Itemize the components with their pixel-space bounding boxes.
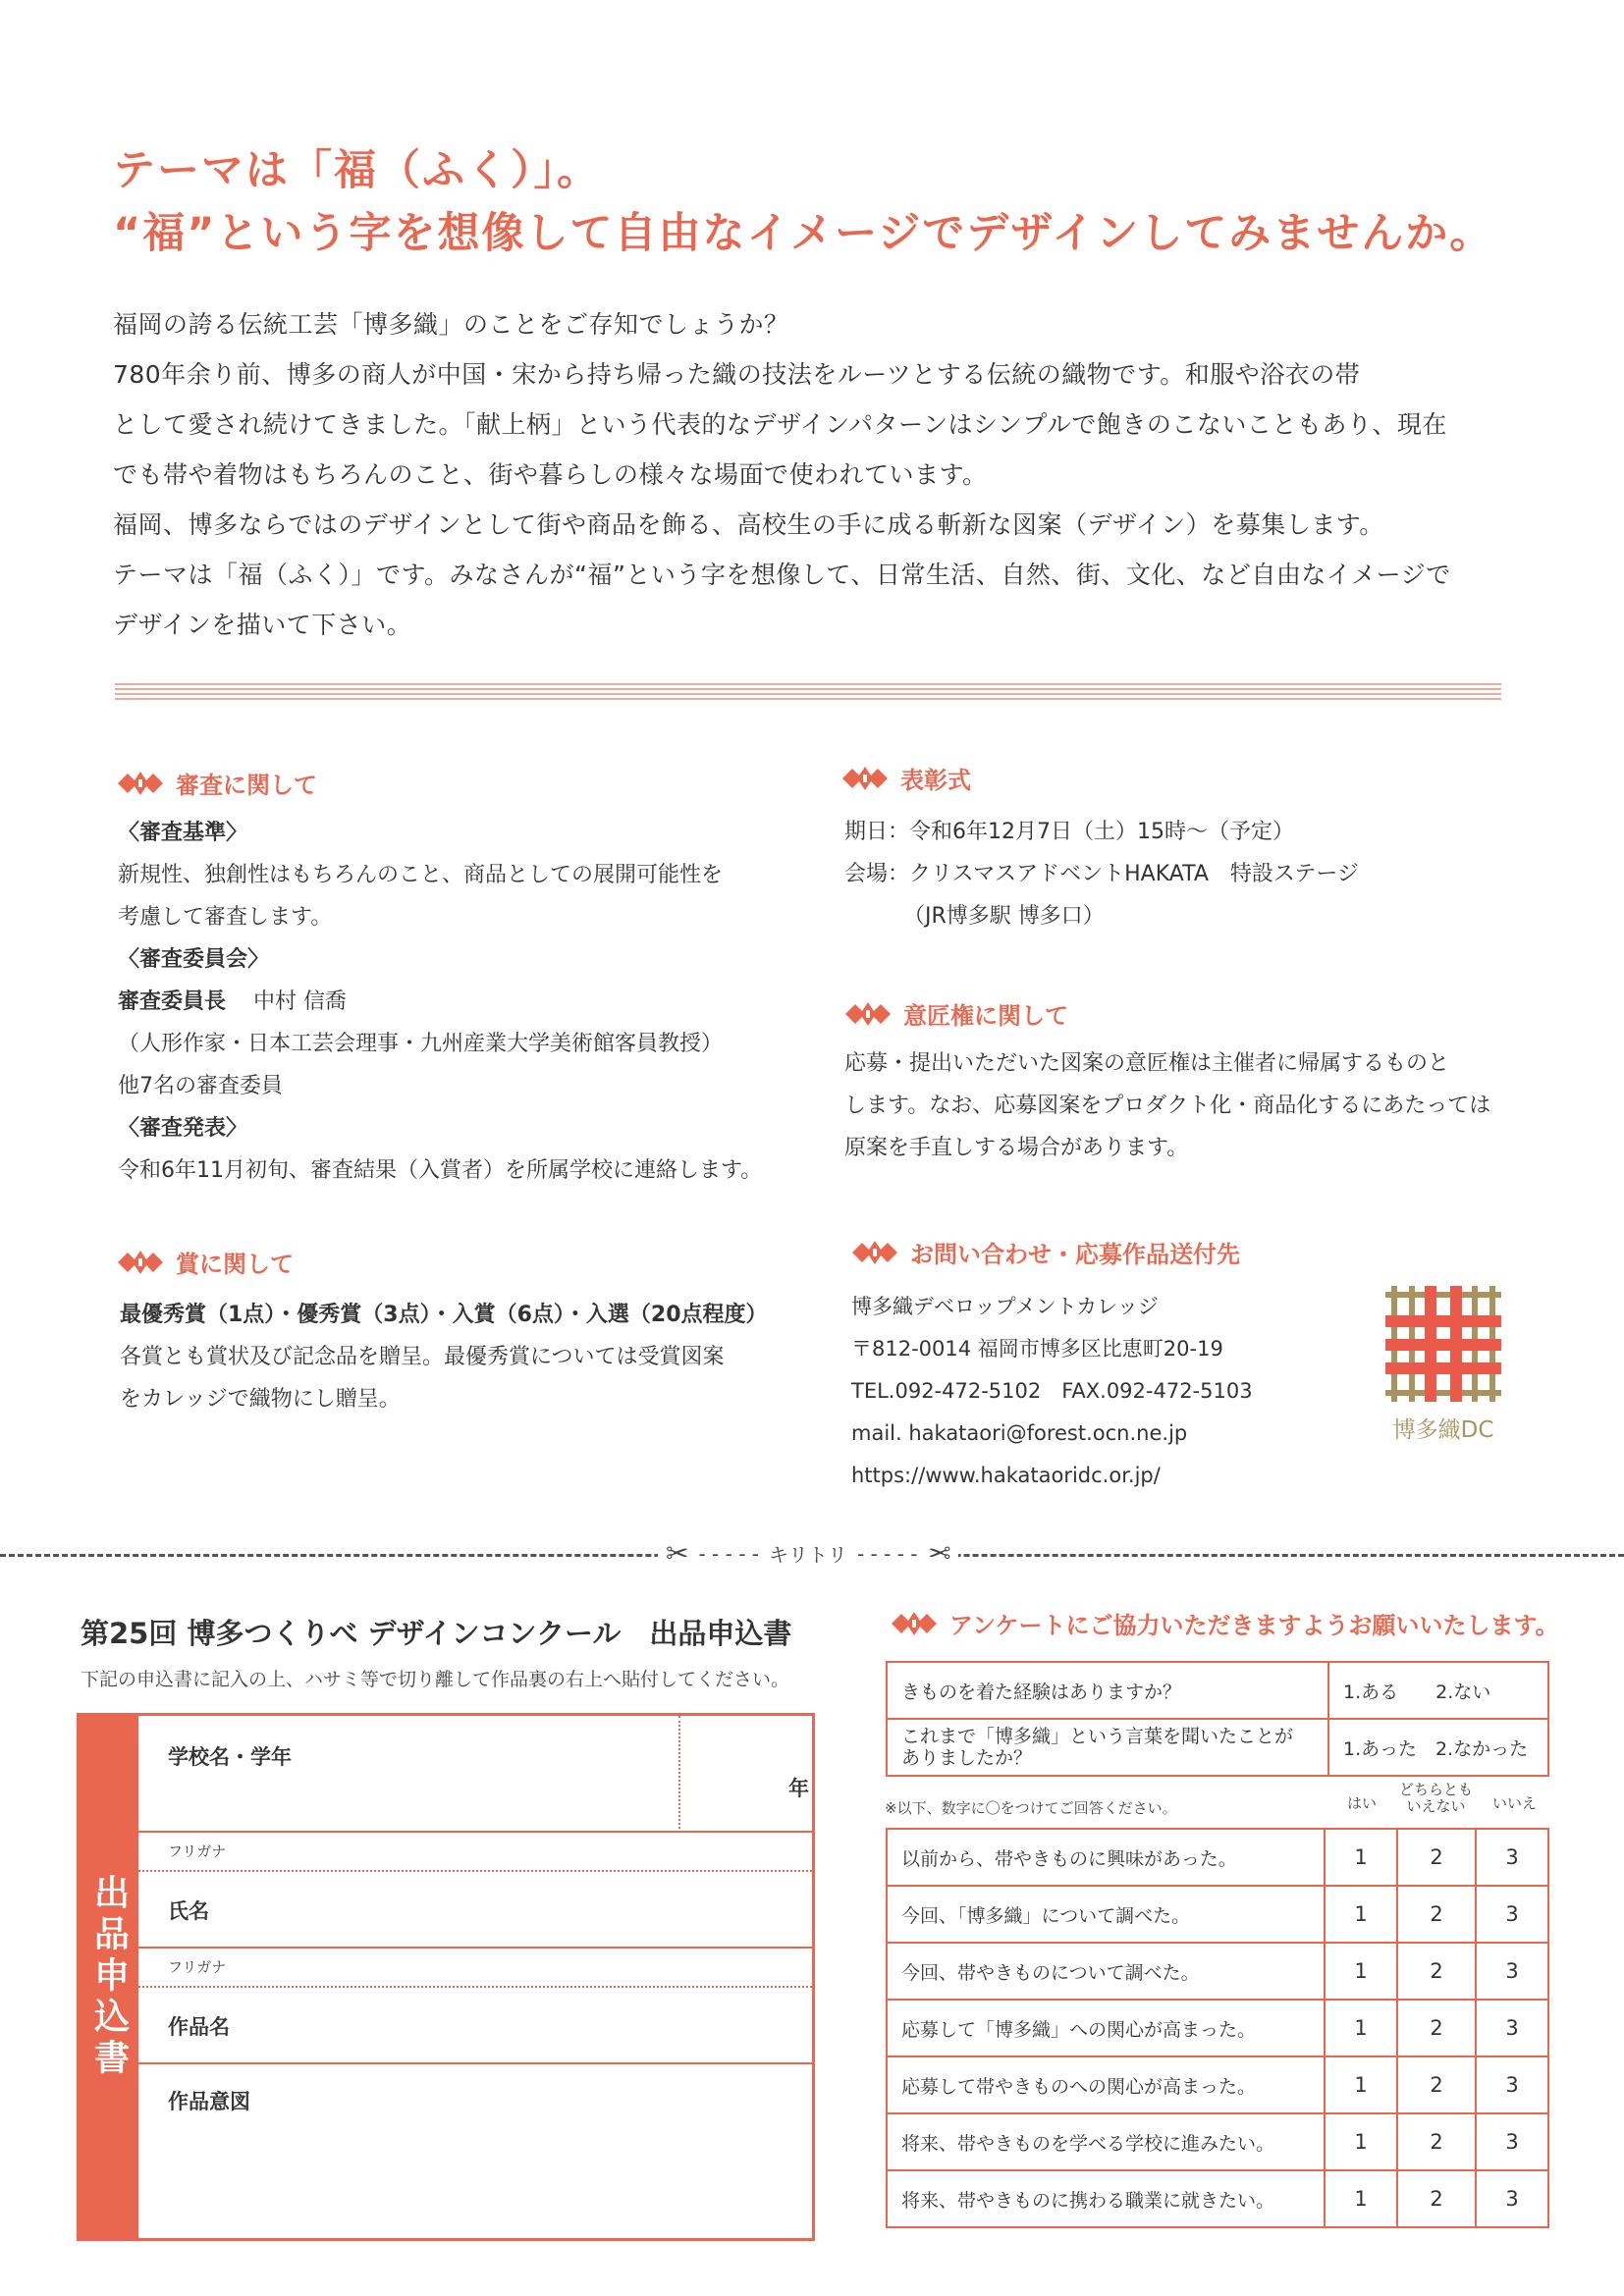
contact-heading bbox=[849, 1235, 1240, 1269]
ceremony-body bbox=[844, 811, 1359, 937]
work-name-row[interactable] bbox=[138, 1988, 812, 2064]
survey-q2 bbox=[887, 1719, 1328, 1776]
intro-line: テーマは「福（ふく）」です。みなさんが“福”という字を想像して、日常生活、自然、街、文化、など自由なイメージで bbox=[113, 561, 1451, 589]
ceremony-heading bbox=[839, 761, 971, 795]
intro-line: デザインを描いて下さい。 bbox=[113, 611, 412, 639]
rights-line: 応募・提出いただいた図案の意匠権は主催者に帰属するものと bbox=[844, 1051, 1450, 1076]
survey-item: 将来、帯やきものに携わる職業に就きたい。 bbox=[887, 2170, 1325, 2227]
option-3[interactable]: 3 bbox=[1476, 1943, 1548, 2000]
awards-list: 最優秀賞（1点）・優秀賞（3点）・入賞（6点）・入選（20点程度） bbox=[120, 1303, 768, 1327]
ceremony-venue: 会場：クリスマスアドベントHAKATA 特設ステージ bbox=[844, 862, 1359, 886]
option-2[interactable]: 2 bbox=[1397, 2000, 1476, 2056]
contact-address: 〒812-0014 福岡市博多区比恵町20-19 bbox=[851, 1337, 1223, 1361]
survey-likert-table bbox=[886, 1828, 1549, 2228]
judging-title: 審査に関して bbox=[176, 772, 317, 799]
option-2[interactable]: 2 bbox=[1397, 2056, 1476, 2113]
furigana-row[interactable] bbox=[138, 1949, 812, 1988]
criteria-line: 考慮して審査します。 bbox=[118, 905, 333, 930]
survey-top-table bbox=[886, 1661, 1549, 1777]
table-row bbox=[887, 1662, 1548, 1719]
rights-title: 意匠権に関して bbox=[903, 1002, 1068, 1030]
announce-line: 令和6年11月初旬、審査結果（入賞者）を所属学校に連絡します。 bbox=[118, 1158, 763, 1183]
furigana-row[interactable] bbox=[138, 1833, 812, 1872]
scissors-icon: ✂ bbox=[927, 1537, 950, 1570]
option-2[interactable]: 2 bbox=[1397, 1829, 1476, 1886]
col-no: いいえ bbox=[1492, 1794, 1538, 1812]
contact-body bbox=[851, 1286, 1253, 1497]
application-form bbox=[77, 1713, 815, 2241]
work-name-label: 作品名 bbox=[168, 2015, 230, 2039]
ceremony-title: 表彰式 bbox=[900, 767, 971, 794]
survey-item: 今回、帯やきものについて調べた。 bbox=[887, 1943, 1325, 2000]
option-3[interactable]: 3 bbox=[1476, 2000, 1548, 2056]
intro-text bbox=[113, 299, 1451, 650]
scissors-icon: ✂ bbox=[666, 1537, 689, 1570]
kenjo-pattern-icon bbox=[842, 999, 893, 1029]
option-1[interactable]: 1 bbox=[1325, 2000, 1397, 2056]
table-row bbox=[887, 1829, 1548, 1886]
cut-label-text: キリトリ bbox=[768, 1543, 847, 1567]
rights-line: します。なお、応募図案をプロダクト化・商品化するにあたっては bbox=[844, 1094, 1491, 1118]
hakataori-dc-logo bbox=[1385, 1286, 1501, 1444]
option-3[interactable]: 3 bbox=[1476, 2056, 1548, 2113]
option-3[interactable]: 3 bbox=[1476, 1886, 1548, 1943]
ceremony-venue-detail: （JR博多駅 博多口） bbox=[903, 904, 1105, 929]
kenjo-pattern-icon bbox=[839, 764, 891, 793]
option-2[interactable]: 2 bbox=[1397, 1886, 1476, 1943]
chair-line bbox=[118, 981, 762, 1023]
table-row bbox=[887, 2056, 1548, 2113]
survey-item: 将来、帯やきものを学べる学校に進みたい。 bbox=[887, 2113, 1325, 2170]
headline-line1: テーマは「福（ふく）」。 bbox=[113, 146, 601, 195]
table-row bbox=[887, 2000, 1548, 2056]
table-row bbox=[887, 1719, 1548, 1776]
grade-label: 年 bbox=[788, 1777, 809, 1800]
ceremony-date: 期日：令和6年12月7日（土）15時～（予定） bbox=[844, 820, 1294, 844]
kenjo-pattern-icon bbox=[115, 769, 166, 798]
rights-line: 原案を手直しする場合があります。 bbox=[844, 1136, 1189, 1160]
criteria-heading: 〈審査基準〉 bbox=[118, 821, 248, 845]
intro-line: 780年余り前、博多の商人が中国・宋から持ち帰った織の技法をルーツとする伝統の織物です。和服や浴衣の帯 bbox=[113, 360, 1361, 389]
chair-title: （人形作家・日本工芸会理事・九州産業大学美術館客員教授） bbox=[118, 1032, 724, 1056]
awards-desc: をカレッジで織物にし贈呈。 bbox=[120, 1387, 401, 1412]
furigana-label: フリガナ bbox=[168, 1958, 227, 1976]
criteria-line: 新規性、独創性はもちろんのこと、商品としての展開可能性を bbox=[118, 863, 724, 887]
logo-grid-icon bbox=[1385, 1286, 1501, 1402]
intent-row[interactable] bbox=[138, 2064, 812, 2238]
kenjo-pattern-icon bbox=[889, 1609, 940, 1638]
name-label: 氏名 bbox=[168, 1899, 209, 1923]
chair-name: 中村 信喬 bbox=[253, 989, 347, 1014]
table-row bbox=[887, 1886, 1548, 1943]
kenjo-pattern-icon bbox=[849, 1238, 900, 1267]
survey-item: 応募して「博多織」への関心が高まった。 bbox=[887, 2000, 1325, 2056]
announce-heading: 〈審査発表〉 bbox=[118, 1116, 248, 1141]
survey-q1: きものを着た経験はありますか？ bbox=[887, 1662, 1328, 1719]
contact-url: https://www.hakataoridc.or.jp/ bbox=[851, 1464, 1161, 1487]
survey-note: ※以下、数字に〇をつけてご回答ください。 bbox=[885, 1799, 1177, 1817]
option-3[interactable]: 3 bbox=[1476, 2170, 1548, 2227]
table-row bbox=[887, 2113, 1548, 2170]
judging-heading bbox=[115, 766, 317, 800]
col-neutral-line: いえない bbox=[1406, 1797, 1466, 1815]
divider-stripes bbox=[115, 683, 1501, 705]
option-2[interactable]: 2 bbox=[1397, 2170, 1476, 2227]
furigana-label: フリガナ bbox=[168, 1842, 227, 1860]
survey-item: 今回、「博多織」について調べた。 bbox=[887, 1886, 1325, 1943]
judging-body bbox=[118, 812, 762, 1192]
kenjo-pattern-icon bbox=[115, 1248, 166, 1277]
option-1[interactable]: 1 bbox=[1325, 2170, 1397, 2227]
option-1[interactable]: 1 bbox=[1325, 2113, 1397, 2170]
table-row bbox=[887, 1943, 1548, 2000]
chair-label: 審査委員長 bbox=[118, 989, 227, 1014]
survey-title: アンケートにご協力いただきますようお願いいたします。 bbox=[949, 1612, 1559, 1639]
option-1[interactable]: 1 bbox=[1325, 1886, 1397, 1943]
contact-title: お問い合わせ・応募作品送付先 bbox=[910, 1241, 1240, 1268]
awards-title: 賞に関して bbox=[176, 1251, 294, 1278]
intro-line: でも帯や着物はもちろんのこと、街や暮らしの様々な場面で使われています。 bbox=[113, 460, 988, 489]
intro-line: 福岡の誇る伝統工芸「博多織」のことをご存知でしょうか？ bbox=[113, 310, 789, 339]
awards-body bbox=[120, 1294, 768, 1420]
option-3[interactable]: 3 bbox=[1476, 2113, 1548, 2170]
contact-email: mail. hakataori@forest.ocn.ne.jp bbox=[851, 1421, 1188, 1445]
cut-label: ✂ - - - - - キリトリ - - - - - ✂ bbox=[658, 1537, 958, 1570]
survey-q2-line: これまで「博多織」という言葉を聞いたことが bbox=[901, 1726, 1294, 1747]
contact-phone: TEL.092-472-5102 FAX.092-472-5103 bbox=[851, 1379, 1253, 1403]
survey-item: 以前から、帯やきものに興味があった。 bbox=[887, 1829, 1325, 1886]
survey-q1-answer[interactable]: 1.ある 2.ない bbox=[1328, 1662, 1548, 1719]
intent-label: 作品意図 bbox=[168, 2090, 250, 2113]
form-subtitle: 下記の申込書に記入の上、ハサミ等で切り離して作品裏の右上へ貼付してください。 bbox=[81, 1669, 790, 1690]
committee-others: 他7名の審査委員 bbox=[118, 1074, 283, 1098]
survey-q2-line: ありましたか？ bbox=[901, 1747, 1033, 1769]
form-title: 第25回 博多つくりべ デザインコンクール 出品申込書 bbox=[81, 1617, 792, 1650]
school-label: 学校名・学年 bbox=[168, 1745, 292, 1769]
headline-line2: “福”という字を想像して自由なイメージでデザインしてみませんか。 bbox=[113, 209, 1494, 258]
awards-heading bbox=[115, 1245, 294, 1279]
col-yes: はい bbox=[1347, 1794, 1378, 1812]
survey-heading bbox=[889, 1606, 1559, 1640]
name-row[interactable] bbox=[138, 1872, 812, 1949]
option-1[interactable]: 1 bbox=[1325, 1829, 1397, 1886]
logo-text: 博多織DC bbox=[1392, 1417, 1494, 1443]
option-3[interactable]: 3 bbox=[1476, 1829, 1548, 1886]
rights-body bbox=[844, 1042, 1490, 1169]
form-band-text: 出品申込書 bbox=[88, 1874, 130, 2080]
intro-line: として愛され続けてきました。「献上柄」という代表的なデザインパターンはシンプルで飽きのこないこともあり、現在 bbox=[113, 410, 1447, 439]
option-2[interactable]: 2 bbox=[1397, 2113, 1476, 2170]
col-neutral bbox=[1399, 1782, 1473, 1815]
contact-org: 博多織デベロップメントカレッジ bbox=[851, 1295, 1159, 1318]
table-row bbox=[887, 2170, 1548, 2227]
survey-item: 応募して帯やきものへの関心が高まった。 bbox=[887, 2056, 1325, 2113]
col-neutral-line: どちらとも bbox=[1399, 1781, 1474, 1798]
rights-heading bbox=[842, 996, 1068, 1031]
form-band bbox=[80, 1716, 138, 2238]
committee-heading: 〈審査委員会〉 bbox=[118, 947, 270, 972]
school-row[interactable] bbox=[138, 1716, 812, 1833]
awards-desc: 各賞とも賞状及び記念品を贈呈。最優秀賞については受賞図案 bbox=[120, 1345, 725, 1369]
option-1[interactable]: 1 bbox=[1325, 1943, 1397, 2000]
intro-line: 福岡、博多ならではのデザインとして街や商品を飾る、高校生の手に成る斬新な図案（デザイン）を募集します。 bbox=[113, 510, 1384, 539]
survey-q2-answer[interactable]: 1.あった 2.なかった bbox=[1328, 1719, 1548, 1776]
option-1[interactable]: 1 bbox=[1325, 2056, 1397, 2113]
option-2[interactable]: 2 bbox=[1397, 1943, 1476, 2000]
